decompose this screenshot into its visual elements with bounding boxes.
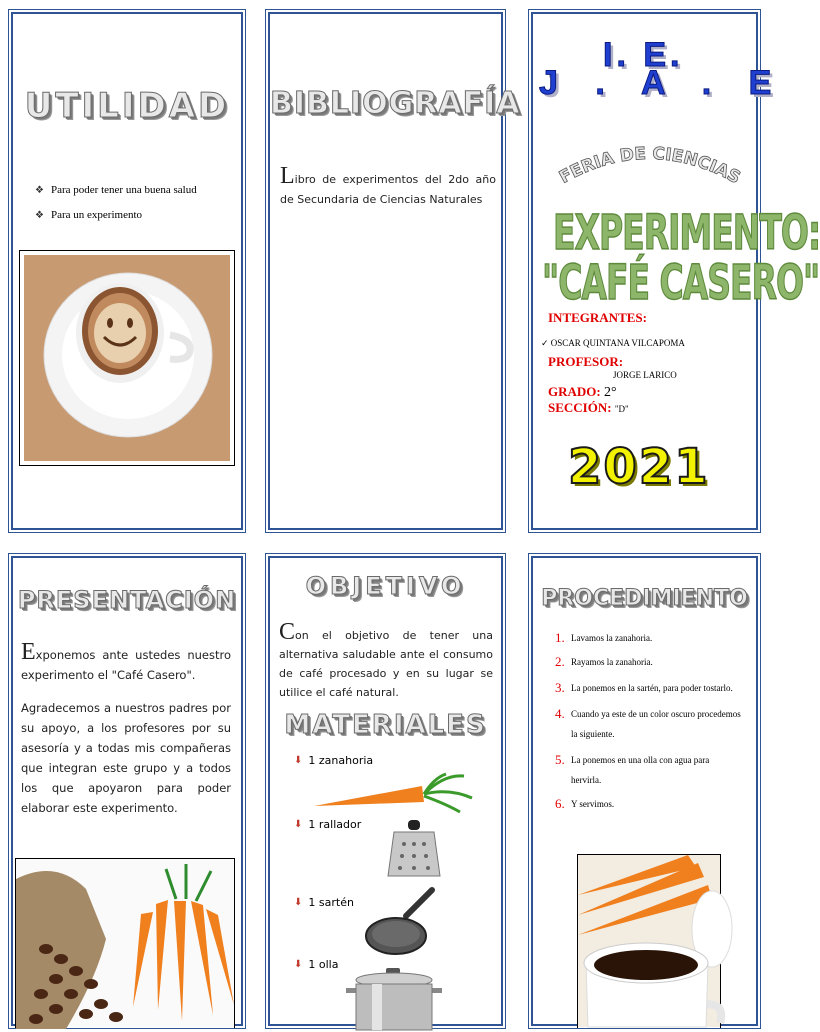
material-item: ⬇ 1 sartén	[294, 896, 354, 909]
carrot-image	[312, 772, 476, 812]
utilidad-list	[35, 184, 197, 234]
coffee-carrot-cup-photo	[577, 854, 721, 1028]
ie-title: I. E.	[603, 36, 684, 74]
fair-arc-title	[537, 134, 759, 204]
pot-image	[342, 968, 446, 1028]
seccion-label: SECCIÓN: "D"	[548, 400, 629, 415]
year-title: 2021	[568, 439, 710, 495]
beans-carrots-image	[16, 859, 234, 1027]
procedimiento-title: PROCEDIMIENTO	[541, 586, 748, 611]
integrantes-label: INTEGRANTES:	[548, 310, 647, 325]
arrow-bullet-icon: ⬇	[294, 897, 303, 908]
list-item: 6. Y servimos.	[555, 796, 615, 811]
arrow-bullet-icon: ⬇	[294, 755, 303, 766]
list-item: 3. La ponemos en la sartén, para poder tostarlo.	[555, 680, 733, 695]
member-name: ✓ OSCAR QUINTANA VILCAPOMA	[541, 338, 685, 348]
pan-image	[362, 888, 438, 960]
utilidad-panel	[11, 12, 243, 530]
objetivo-panel	[268, 556, 503, 1026]
school-title: J . A . E	[539, 64, 786, 102]
coffee-cup-image	[20, 251, 234, 465]
profesor-label: PROFESOR:	[548, 354, 624, 369]
coffee-carrot-photo	[15, 858, 235, 1028]
list-item: ❖ Para poder tener una buena salud	[35, 184, 197, 196]
materiales-title: MATERIALES	[284, 710, 487, 740]
presentacion-title: PRESENTACIÓN	[17, 586, 237, 614]
bibliografia-text: Libro de experimentos del 2do año de Secundaria de Ciencias Naturales	[280, 163, 496, 206]
cup-carrots-image	[578, 855, 720, 1027]
list-item: 4. Cuando ya este de un color oscuro procedemos la siguiente.	[555, 706, 741, 739]
presentacion-para2: Agradecemos a nuestros padres por su apoyo, a los profesores por su asesoría y a todas mis compañeras que integran este grupo y a todos los que apoyaron para poder elaborar este experimento.	[21, 701, 231, 815]
svg-text:FERIA DE CIENCIAS: FERIA DE CIENCIAS	[556, 143, 744, 189]
procedimiento-list	[555, 630, 741, 812]
material-item: ⬇ 1 olla	[294, 958, 339, 971]
experiment-line2: "CAFÉ CASERO"	[542, 254, 820, 311]
objetivo-text: Con el objetivo de tener una alternativa saludable ante el consumo de café procesado y en su lugar se utilice el café natural.	[279, 619, 493, 699]
bibliografia-panel	[268, 12, 521, 530]
grater-image	[382, 818, 446, 882]
cover-panel	[531, 12, 820, 530]
arrow-bullet-icon: ⬇	[294, 819, 303, 830]
experiment-line1: EXPERIMENTO:	[553, 204, 820, 261]
presentacion-panel	[11, 556, 243, 1026]
presentacion-para1: Exponemos ante ustedes nuestro experimento el "Café Casero".	[21, 639, 231, 682]
material-item: ⬇ 1 rallador	[294, 818, 362, 831]
bibliografia-title: BIBLIOGRAFÍA	[270, 86, 521, 121]
procedimiento-panel	[531, 556, 758, 1026]
utilidad-title: UTILIDAD	[24, 86, 230, 126]
grado-label: GRADO: 2°	[548, 384, 617, 400]
check-icon: ✓	[541, 338, 551, 348]
diamond-bullet-icon: ❖	[35, 209, 44, 221]
arrow-bullet-icon: ⬇	[294, 959, 303, 970]
profesor-name: JORGE LARICO	[613, 370, 677, 380]
list-item: 5. La ponemos en una olla con agua para hervirla.	[555, 752, 710, 785]
list-item: 1. Lavamos la zanahoria.	[555, 630, 653, 645]
objetivo-title: OBJETIVO	[305, 572, 466, 600]
diamond-bullet-icon: ❖	[35, 184, 44, 196]
list-item: ❖ Para un experimento	[35, 209, 143, 221]
coffee-cup-photo	[19, 250, 235, 466]
material-item: ⬇ 1 zanahoria	[294, 754, 374, 767]
list-item: 2. Rayamos la zanahoria.	[555, 654, 653, 669]
